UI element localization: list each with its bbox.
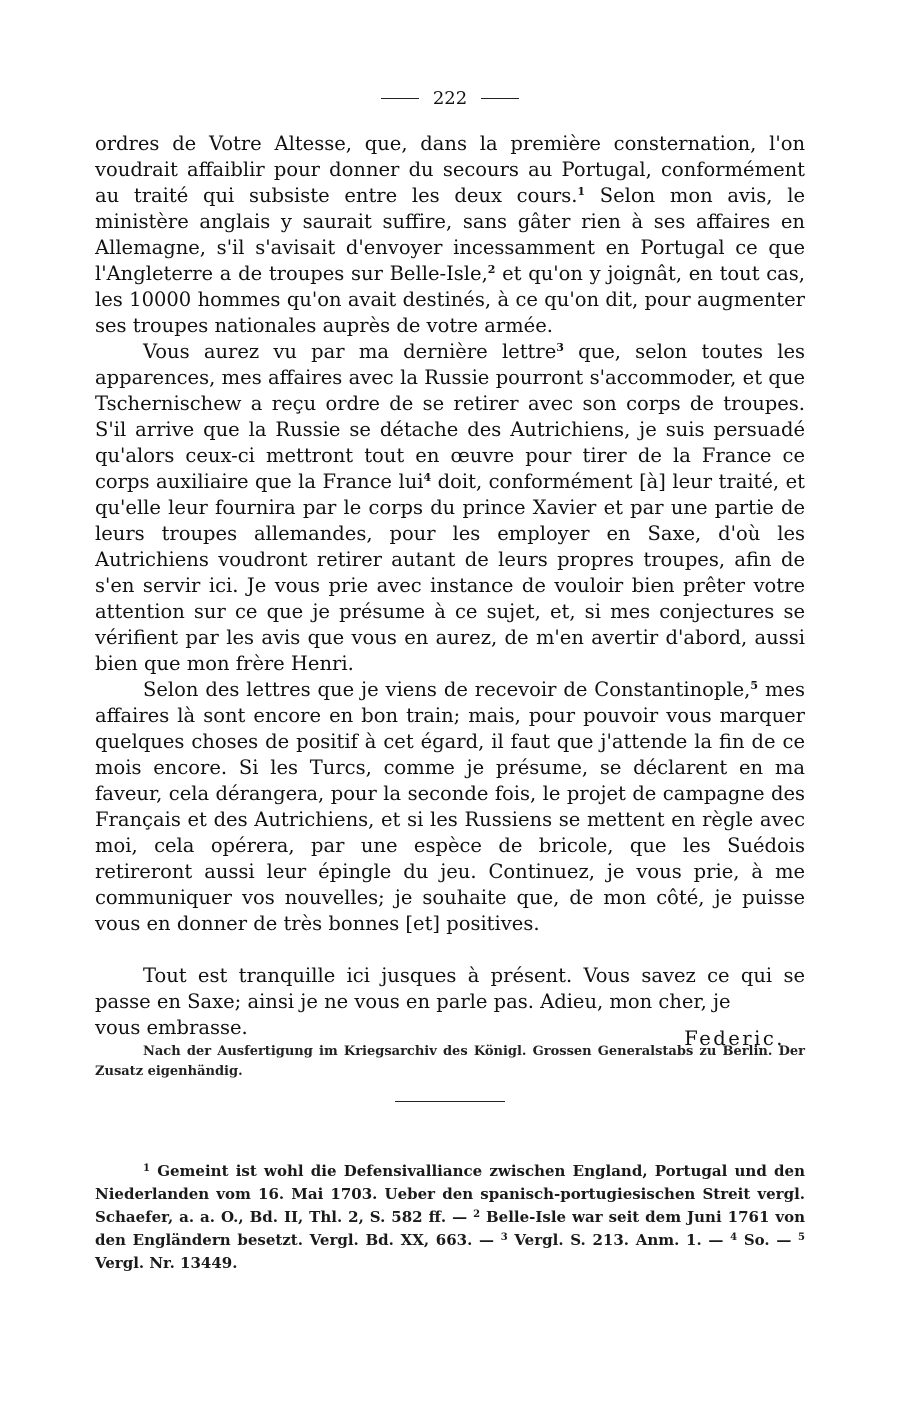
text-run: Belle-Isle war seit dem Juni 1761 von den Engländern besetzt. Vergl. Bd. XX, 663. — xyxy=(95,1208,805,1249)
text-run: Selon des lettres que je viens de recevoir de Constantinople, xyxy=(143,678,751,701)
footnote-marker: 1 xyxy=(577,185,586,198)
footnote-marker: 5 xyxy=(798,1232,805,1243)
text-run: Vous aurez vu par ma dernière lettre xyxy=(143,340,557,363)
text-run: et qu'on y joignât, en tout cas, les 10000 hommes qu'on avait destinés, à ce qu'on dit, pour augmenter ses troupes nationales auprès de votre armée. xyxy=(95,262,805,337)
footnotes xyxy=(95,1160,805,1275)
text-run: Vergl. Nr. 13449. xyxy=(95,1254,238,1272)
text-run: doit, conformément [à] leur traité, et qu'elle leur fournira par le corps du prince Xavier et par une partie de leurs troupes allemandes, pour les employer en Saxe, d'où les Autrichiens voudront retirer autant de leurs propres troupes, afin de s'en servir ici. Je vous prie avec instance de vouloir bien prêter votre attention sur ce que je présume à ce sujet, et, si mes conjectures se vérifient par les avis que vous en aurez, de m'en avertir d'abord, aussi bien que mon frère Henri. xyxy=(95,470,805,675)
footnote-marker: 1 xyxy=(143,1163,150,1174)
footnote-marker: 5 xyxy=(750,679,759,692)
footnote-separator xyxy=(395,1101,505,1102)
postscript: Tout est tranquille ici jusques à présent. Vous savez ce qui se passe en Saxe; ainsi je ne vous en parle pas. Adieu, mon cher, je xyxy=(95,964,805,1013)
page-header xyxy=(0,88,900,109)
header-dash-left xyxy=(381,98,419,99)
page-number: 222 xyxy=(432,88,468,109)
footnote-marker: 2 xyxy=(473,1209,481,1220)
header-dash-right xyxy=(481,98,519,99)
footnote-marker: 4 xyxy=(423,471,432,484)
paragraph xyxy=(95,339,805,677)
postscript-closing xyxy=(95,1015,805,1050)
postscript-last-line: vous embrasse. xyxy=(95,1016,248,1039)
text-run: So. — xyxy=(737,1231,799,1249)
source-note: Nach der Ausfertigung im Kriegsarchiv des Königl. Grossen Generalstabs zu Berlin. Der Zusatz eigenhändig. xyxy=(95,1044,805,1079)
footnote-marker: 2 xyxy=(487,263,496,276)
letter-paragraphs xyxy=(95,131,805,937)
text-run: mes affaires là sont encore en bon train; mais, pour pouvoir vous marquer quelques choses de positif à cet égard, il faut que j'attende la fin de ce mois encore. Si les Turcs, comme je présume, se déclarent en ma faveur, cela dérangera, pour la seconde fois, le projet de campagne des Français et des Autrichiens, et si les Russiens se mettent en règle avec moi, cela opérera, par une espèce de bricole, que les Suédois retireront aussi leur épingle du jeu. Continuez, je vous prie, à me communiquer vos nouvelles; je souhaite que, de mon côté, je puisse vous en donner de très bonnes [et] positives. xyxy=(95,678,805,935)
text-run: Vergl. S. 213. Anm. 1. — xyxy=(507,1231,731,1249)
footnote-marker: 3 xyxy=(556,341,564,354)
paragraph-gap xyxy=(95,937,805,963)
footnote-marker: 3 xyxy=(500,1232,508,1243)
text-run: Selon mon avis, le ministère anglais y saurait suffire, sans gâter rien à ses affaires en Allemagne, s'il s'avisait d'envoyer incessamment en Portugal ce que l'Angleterre a de troupes sur Belle-Isle, xyxy=(95,184,805,285)
text-run: Gemeint ist wohl die Defensivalliance zwischen England, Portugal und den Niederlanden vom 16. Mai 1703. Ueber den spanisch-portugiesischen Streit vergl. Schaefer, a. a. O., Bd. II, Thl. 2, S. 582 ff. — xyxy=(95,1162,805,1226)
signature: Federic. xyxy=(684,1027,785,1050)
text-run: que, selon toutes les apparences, mes affaires avec la Russie pourront s'accommoder, et que Tschernischew a reçu ordre de se retirer avec son corps de troupes. S'il arrive que la Russie se détache des Autrichiens, je suis persuadé qu'alors ceux-ci mettront tout en œuvre pour tirer de la France ce corps auxiliaire que la France lui xyxy=(95,340,805,493)
paragraph xyxy=(95,131,805,339)
paragraph xyxy=(95,677,805,937)
letter-body xyxy=(95,131,805,1050)
footnote-marker: 4 xyxy=(730,1232,738,1243)
text-run: ordres de Votre Altesse, que, dans la première consternation, l'on voudrait affaiblir pour donner du secours au Portugal, conformément au traité qui subsiste entre les deux cours. xyxy=(95,132,805,207)
